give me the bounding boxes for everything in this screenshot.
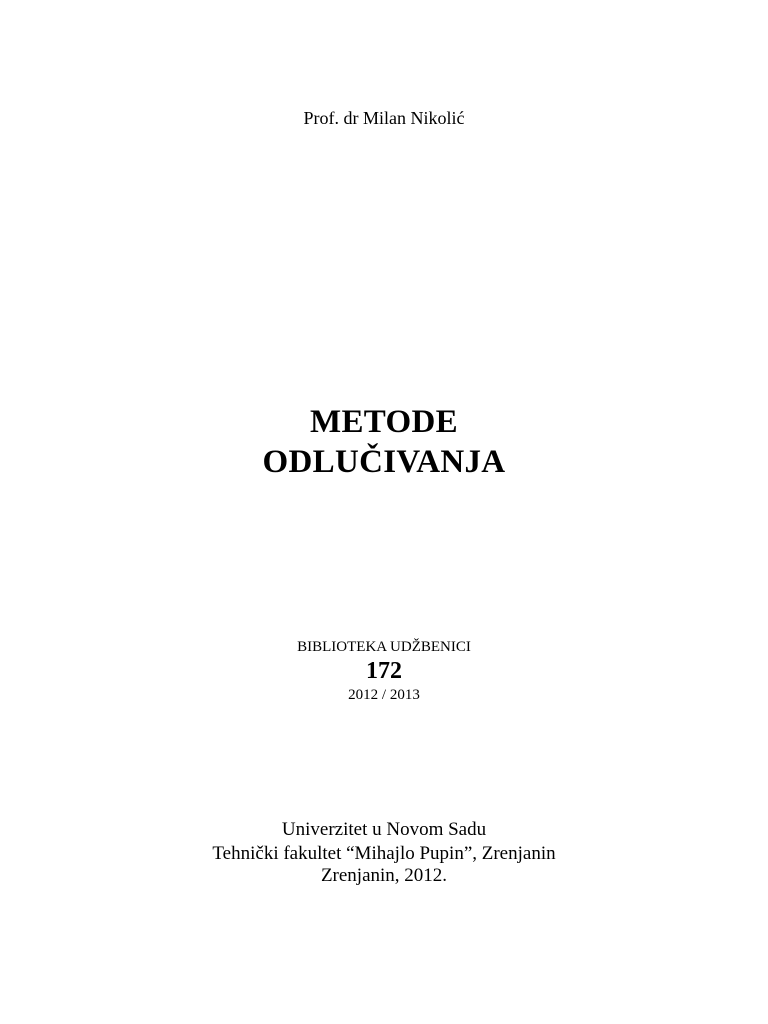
series-name: BIBLIOTEKA UDŽBENICI (297, 639, 471, 655)
publisher-place-year: Zrenjanin, 2012. (320, 865, 448, 886)
book-title-line-2: ODLUČIVANJA (262, 444, 506, 480)
author-name: Prof. dr Milan Nikolić (303, 108, 465, 128)
publisher-university: Univerzitet u Novom Sadu (281, 819, 487, 840)
series-number: 172 (366, 658, 402, 684)
publisher-faculty: Tehnički fakultet “Mihajlo Pupin”, Zrenjanin (212, 843, 556, 864)
book-title-line-1: METODE (310, 404, 458, 440)
series-years: 2012 / 2013 (348, 687, 420, 703)
